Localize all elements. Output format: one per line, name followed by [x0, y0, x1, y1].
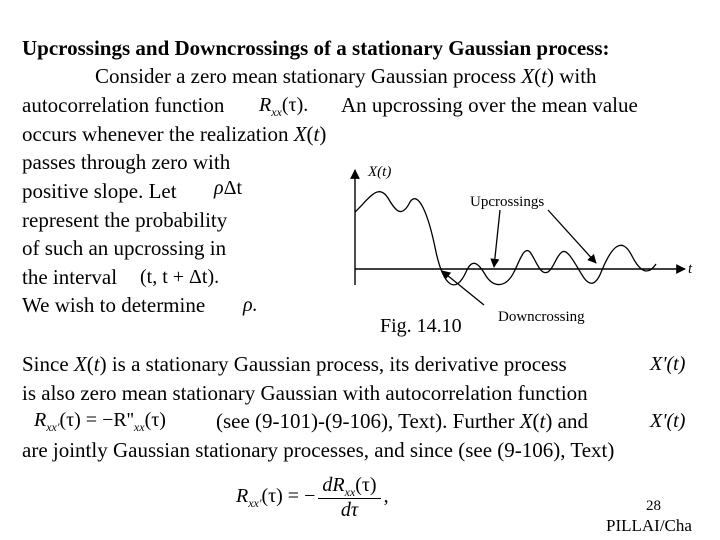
upcrossing-arrow-2	[548, 210, 596, 263]
figure-y-axis-label: X(t)	[368, 164, 392, 180]
para2-line-2: is also zero mean stationary Gaussian with autocorrelation function	[22, 381, 588, 405]
text-line-8: the interval	[22, 265, 118, 289]
text-line-5: positive slope. Let	[22, 179, 177, 203]
text-line-2: autocorrelation function	[22, 93, 225, 117]
rho-delta-t: ρΔt	[214, 177, 243, 199]
interval-symbol: (t, t + Δt).	[140, 266, 220, 288]
para2-line-4: are jointly Gaussian stationary processes, and since (see (9-106), Text)	[22, 438, 615, 462]
slide-heading: Upcrossings and Downcrossings of a stationary Gaussian process:	[22, 36, 610, 60]
figure-x-axis-label: t	[688, 261, 693, 277]
text-line-6: represent the probability	[22, 208, 228, 232]
autocorr-symbol: $R_{xx}(\tau)$.	[259, 94, 309, 119]
figure-caption: Fig. 14.10	[380, 315, 462, 337]
text-line-2b: An upcrossing over the mean value	[341, 93, 638, 117]
upcrossing-figure	[340, 160, 680, 310]
para2-line-1: Since X(t) is a stationary Gaussian process, its derivative process	[22, 352, 567, 376]
eq-autocorr-derivative: $R_{xx'}(\tau) = -R''_{xx}(\tau)$	[34, 409, 166, 434]
footer-author: PILLAI/Cha	[606, 516, 692, 535]
upcrossings-label: Upcrossings	[470, 194, 545, 210]
downcrossing-label: Downcrossing	[498, 309, 585, 325]
eq-cross-correlation: $R_{xx'}(\tau)$ = − $\frac{dR_{xx}(\tau)}{d\tau}$ ,	[236, 474, 389, 521]
text-line-1: Consider a zero mean stationary Gaussian process X(t) with	[95, 64, 597, 88]
text-line-3: occurs whenever the realization X(t)	[22, 122, 327, 146]
text-line-4: passes through zero with	[22, 150, 231, 174]
para2-line-3: (see (9-101)-(9-106), Text). Further X(t) and	[216, 409, 588, 433]
text-line-9: We wish to determine	[22, 293, 206, 317]
upcrossing-arrow-1	[494, 210, 500, 267]
page-number: 28	[646, 498, 661, 514]
text-line-7: of such an upcrossing in	[22, 236, 227, 260]
xprime-symbol-2: X'(t)	[650, 410, 686, 432]
xprime-symbol-1: X'(t)	[650, 353, 686, 375]
rho-symbol: ρ.	[243, 294, 258, 316]
downcrossing-arrow	[442, 271, 484, 305]
